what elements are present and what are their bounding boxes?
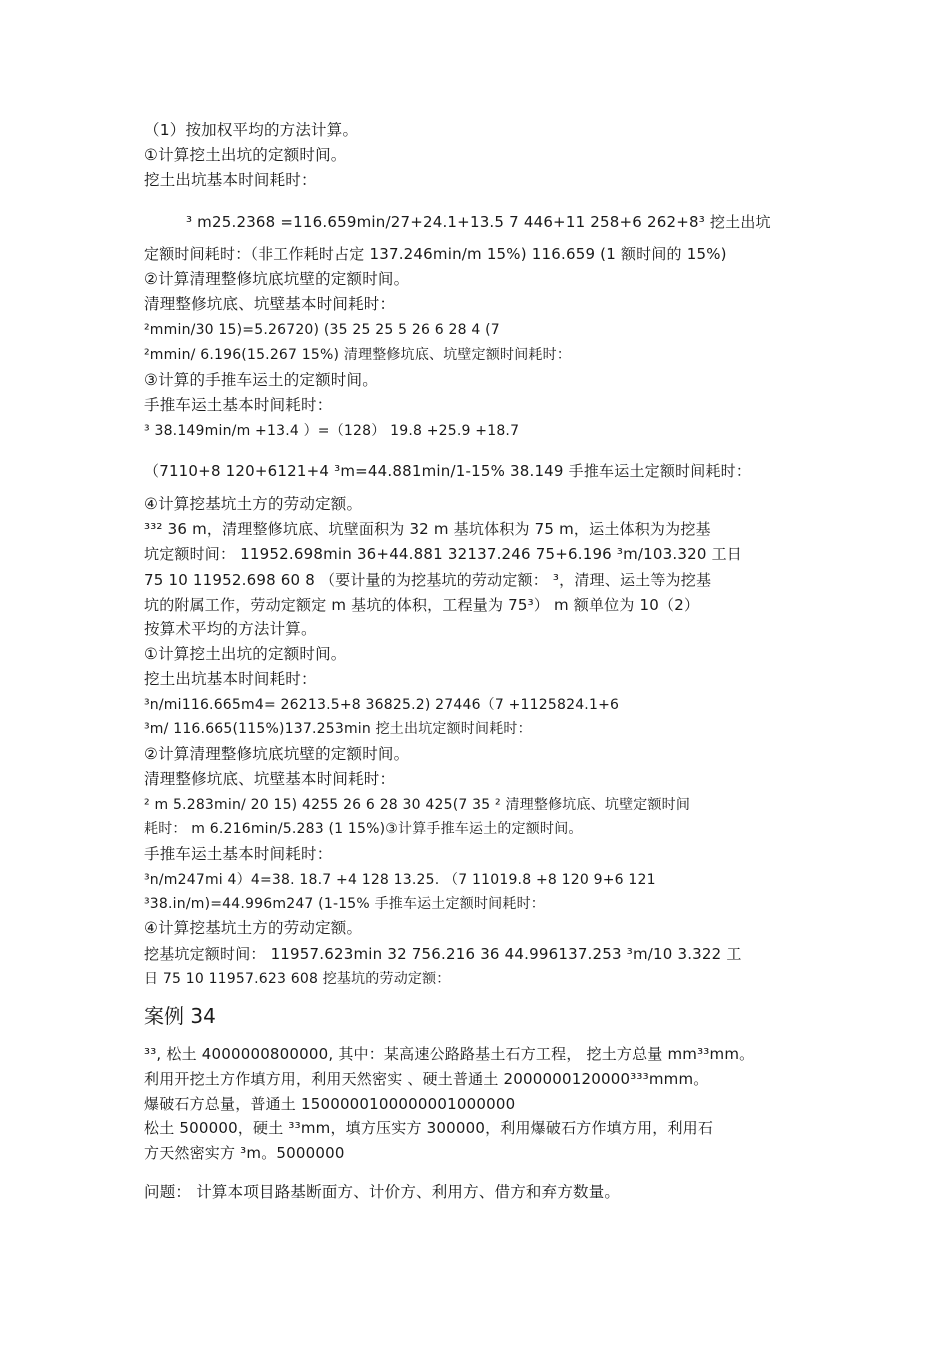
text-line: ④计算挖基坑土方的劳动定额。 [144,495,363,513]
case-text-line: ³³, 松土 4000000800000, 其中：某高速公路路基土石方工程， 挖土方总量 mm³³mm。 [144,1045,755,1063]
text-line: 挖基坑定额时间： 11957.623min 32 756.216 36 44.996137.253 ³m/10 3.322 工 [144,945,742,963]
question-line: 问题： 计算本项目路基断面方、计价方、利用方、借方和弃方数量。 [144,1183,621,1201]
case-text-line: 方天然密实方 ³m。5000000 [144,1144,345,1162]
text-line: ③计算的手推车运土的定额时间。 [144,371,378,389]
text-line: 清理整修坑底、坑壁基本时间耗时： [144,770,396,788]
text-line: （1）按加权平均的方法计算。 [144,121,359,139]
text-line: 清理整修坑底、坑壁基本时间耗时： [144,295,396,313]
text-line: 定额时间耗时：（非工作耗时占定 137.246min/m 15%) 116.659 (1 额时间的 15%) [144,245,727,263]
text-line: ④计算挖基坑土方的劳动定额。 [144,919,363,937]
text-line: 手推车运土基本时间耗时： [144,845,333,863]
text-line: ³³² 36 m，清理整修坑底、坑壁面积为 32 m 基坑体积为 75 m，运土体积为为挖基 [144,520,711,538]
case-text-line: 松土 500000，硬土 ³³mm，填方压实方 300000，利用爆破石方作填方用，利用石 [144,1119,714,1137]
text-line: ²mmin/30 15)=5.26720) (35 25 25 5 26 6 28 4 (7 [144,322,500,338]
text-line: ³ 38.149min/m +13.4 ）=（128） 19.8 +25.9 +18.7 [144,423,520,439]
text-line: 按算术平均的方法计算。 [144,620,317,638]
case-heading: 案例 34 [144,1004,216,1028]
text-line: 耗时： m 6.216min/5.283 (1 15%)③计算手推车运土的定额时间。 [144,821,583,837]
text-line: 挖土出坑基本时间耗时： [144,670,317,688]
text-line: 挖土出坑基本时间耗时： [144,171,317,189]
text-line: ² m 5.283min/ 20 15) 4255 26 6 28 30 425(7 35 ² 清理整修坑底、坑壁定额时间 [144,797,691,813]
text-line: （7110+8 120+6121+4 ³m=44.881min/1-15% 38.149 手推车运土定额时间耗时： [144,462,752,480]
text-line: 坑定额时间： 11952.698min 36+44.881 32137.246 75+6.196 ³m/103.320 工日 [144,545,742,563]
text-line: ①计算挖土出坑的定额时间。 [144,146,347,164]
text-line: 坑的附属工作，劳动定额定 m 基坑的体积，工程量为 75³） m 额单位为 10（2） [144,596,700,614]
text-line: ³n/mi116.665m4= 26213.5+8 36825.2) 27446（7 +1125824.1+6 [144,697,620,713]
case-text-line: 利用开挖土方作填方用，利用天然密实 、硬土普通土 2000000120000³³³mmm。 [144,1070,709,1088]
text-line: ①计算挖土出坑的定额时间。 [144,645,347,663]
text-line: 日 75 10 11957.623 608 挖基坑的劳动定额： [144,971,451,987]
text-line: ³n/m247mi 4）4=38. 18.7 +4 128 13.25. （7 11019.8 +8 120 9+6 121 [144,872,656,888]
text-line: ³38.in/m)=44.996m247 (1-15% 手推车运土定额时间耗时： [144,896,545,912]
text-line: ②计算清理整修坑底坑壁的定额时间。 [144,270,410,288]
text-line: ³m/ 116.665(115%)137.253min 挖土出坑定额时间耗时： [144,721,532,737]
text-line: 手推车运土基本时间耗时： [144,396,333,414]
text-line: 75 10 11952.698 60 8 （要计量的为挖基坑的劳动定额： ³，清理、运土等为挖基 [144,571,712,589]
case-text-line: 爆破石方总量，普通土 1500000100000001000000 [144,1095,516,1113]
text-line: ²mmin/ 6.196(15.267 15%) 清理整修坑底、坑壁定额时间耗时： [144,347,572,363]
text-line: ②计算清理整修坑底坑壁的定额时间。 [144,745,410,763]
text-line: ³ m25.2368 =116.659min/27+24.1+13.5 7 446+11 258+6 262+8³ 挖土出坑 [186,213,771,231]
